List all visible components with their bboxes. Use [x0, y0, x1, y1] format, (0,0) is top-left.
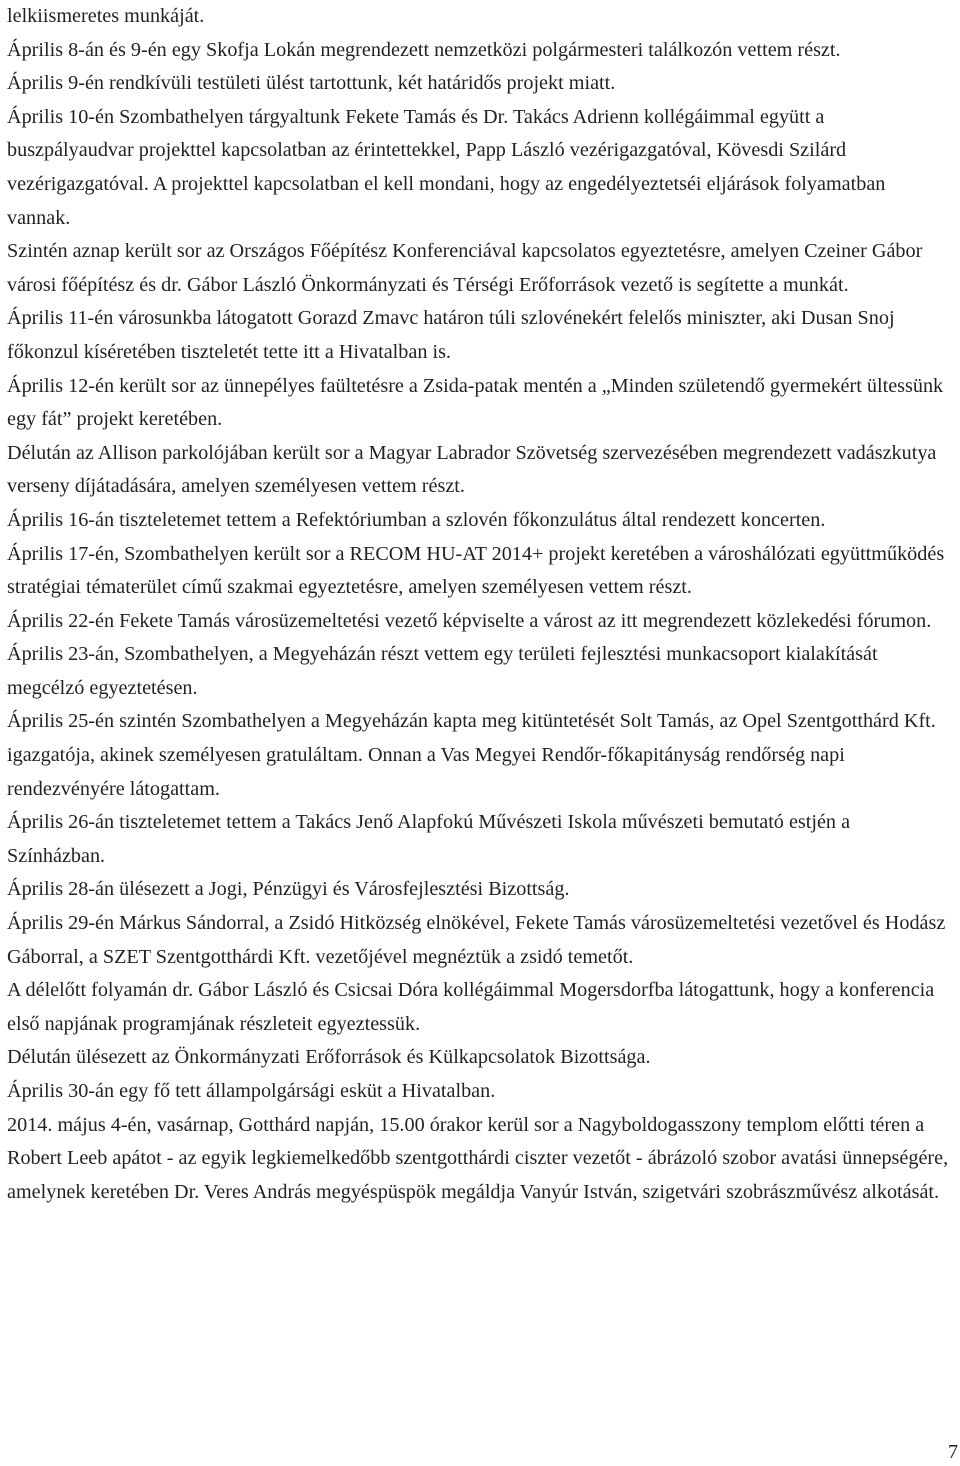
paragraph: Szintén aznap került sor az Országos Főépítész Konferenciával kapcsolatos egyeztetésre, amelyen Czeiner Gábor városi főépítész és dr. Gábor László Önkormányzati és Térségi Erőforrások vezető is segítette a munkát. [7, 240, 923, 296]
paragraph: Április 29-én Márkus Sándorral, a Zsidó Hitközség elnökével, Fekete Tamás városüzemeltetési vezetővel és Hodász Gáborral, a SZET Szentgotthárdi Kft. vezetőjével megnéztük a zsidó temetőt. [7, 912, 946, 968]
paragraph: Április 16-án tiszteletemet tettem a Refektóriumban a szlovén főkonzulátus által rendezett koncerten. [7, 508, 826, 531]
paragraph: Április 30-án egy fő tett állampolgársági esküt a Hivatalban. [7, 1080, 496, 1102]
paragraph: Április 22-én Fekete Tamás városüzemeltetési vezető képviselte a várost az itt megrendezett közlekedési fórumon. [7, 609, 932, 632]
paragraph: lelkiismeretes munkáját. [7, 5, 205, 27]
paragraph: A délelőtt folyamán dr. Gábor László és Csicsai Dóra kollégáimmal Mogersdorfba látogattunk, hogy a konferencia első napjának programjának részleteit egyeztessük. [7, 979, 935, 1035]
paragraph: Április 12-én került sor az ünnepélyes faültetésre a Zsida-patak mentén a „Minden születendő gyermekért ültessünk egy fát” projekt keretében. [7, 374, 944, 431]
paragraph: Április 28-án ülésezett a Jogi, Pénzügyi és Városfejlesztési Bizottság. [7, 878, 570, 901]
paragraph: Április 25-én szintén Szombathelyen a Megyeházán kapta meg kitüntetését Solt Tamás, az Opel Szentgotthárd Kft. igazgatója, akinek személyesen gratuláltam. Onnan a Vas Megyei Rendőr-főkapitányság rendőrség napi rendezvényére látogattam. [7, 710, 936, 800]
page-number: 7 [947, 1441, 959, 1463]
document-body [7, 0, 953, 1209]
paragraph: Április 9-én rendkívüli testületi ülést tartottunk, két határidős projekt miatt. [7, 72, 616, 95]
paragraph: Április 26-án tiszteletemet tettem a Takács Jenő Alapfokú Művészeti Iskola művészeti bemutató estjén a Színházban. [7, 811, 851, 867]
paragraph: Délután az Allison parkolójában került sor a Magyar Labrador Szövetség szervezésében megrendezett vadászkutya verseny díjátadására, amelyen személyesen vettem részt. [7, 441, 937, 498]
paragraph: Délután ülésezett az Önkormányzati Erőforrások és Külkapcsolatok Bizottsága. [7, 1046, 651, 1069]
paragraph: Április 17-én, Szombathelyen került sor a RECOM HU-AT 2014+ projekt keretében a városhálózati együttműködés stratégiai tématerület című szakmai egyeztetésre, amelyen személyesen vettem részt. [7, 542, 945, 599]
paragraph: Április 11-én városunkba látogatott Gorazd Zmavc határon túli szlovénekért felelős miniszter, aki Dusan Snoj főkonzul kíséretében tiszteletét tette itt a Hivatalban is. [7, 307, 895, 363]
paragraph: Április 8-án és 9-én egy Skofja Lokán megrendezett nemzetközi polgármesteri találkozón vettem részt. [7, 38, 841, 61]
paragraph: Április 10-én Szombathelyen tárgyaltunk Fekete Tamás és Dr. Takács Adrienn kollégáimmal együtt a buszpályaudvar projekttel kapcsolatban az érintettekkel, Papp László vezérigazgatóval, Kövesdi Szilárd vezérigazgatóval. A projekttel kapcsolatban el kell mondani, hogy az engedélyeztetséi eljárások folyamatban vannak. [7, 105, 886, 229]
paragraph: 2014. május 4-én, vasárnap, Gotthárd napján, 15.00 órakor kerül sor a Nagyboldogasszony templom előtti téren a Robert Leeb apátot - az egyik legkiemelkedőbb szentgotthárdi ciszter vezetőt - ábrázoló szobor avatási ünnepségére, amelynek keretében Dr. Veres András megyéspüspök megáldja Vanyúr István, szigetvári szobrászművész alkotását. [7, 1113, 949, 1203]
paragraph: Április 23-án, Szombathelyen, a Megyeházán részt vettem egy területi fejlesztési munkacsoport kialakítását megcélzó egyeztetésen. [7, 643, 878, 699]
